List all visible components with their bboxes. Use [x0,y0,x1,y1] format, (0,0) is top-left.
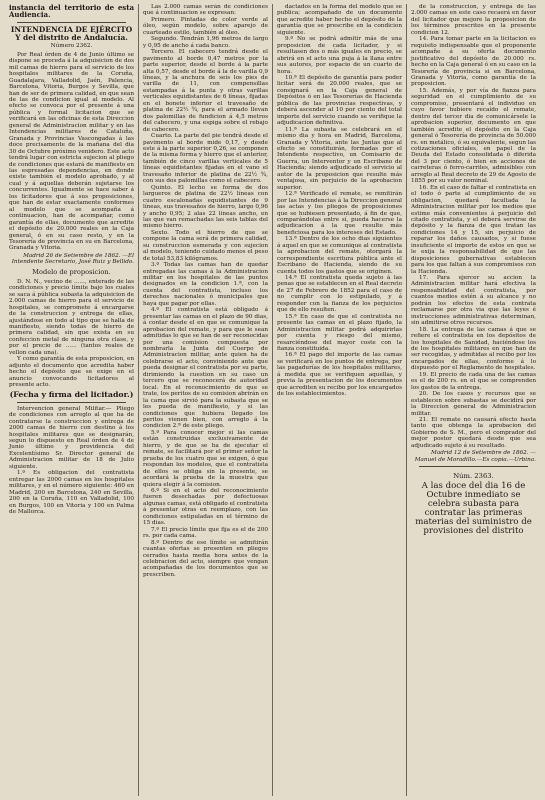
paragraph: 16.ª El pago del importe de las camas se verificará en los puntos de entrega, por las pagadurías de los hospitales militares, á medida que se verifiquen aquellas, y previa la presentacion de los documentos que acrediten su recibo por los encargados de los establecimientos. [277,352,402,398]
paragraph: 15.ª En caso de que el contratista no presente las camas en el plazo fijado, la Administracion militar podrá adquirirlas por cuenta y riesgo del mismo, resarciéndose del mayor coste con la fianza constituida. [277,313,402,353]
paragraph: 19. El precio de cada una de las camas es el de 200 rs. en el que se comprenden los gastos de la entrega. [411,371,536,391]
paragraph: 14.ª El contratista queda sujeto á las penas que se establecen en el Real decreto de 27 de Febrero de 1852 para el caso de no cumplir con lo estipulado, y á responder con la fianza de los perjuicios que de ello resulten. [277,275,402,314]
column-4 [406,4,540,796]
paragraph: Intervencion general Militar.— Pliego de condiciones con arreglo al que ha de contratarse la construccion y entrega de 2000 camas de hierro con destino á los hospitales militares que se designarán, segun lo dispuesto en Real órden de 4 de Junio último y providencia del Excelentísimo Sr. Director general de Administracion militar de 18 de Julio siguiente. [9,405,134,470]
paragraph: 18. La entrega de las camas á que se refiere el contratista en los depósitos de los hospitales de Sanidad, haciéndose los de los hospitales militares en que han de ser recogidas, y admitidas al recibo por los encargados de ellas, conforme á lo dispuesto por el Reglamento de hospitales. [411,326,536,372]
paragraph: 14. Para tomar parte en la licitacion es requisito indispensable que el proponente acompañe á su oferta documento justificativo del depósito de 20.000 rs. hecho en la Caja general ó en su caso en la Tesorería de provincia si en Barcelona, Granada y Vitoria, como garantía de la proposicion. [411,36,536,88]
paragraph: 7.º El precio límite que fija es el de 200 rs. por cada cama. [143,526,268,540]
signature: Madrid 26 de Setiembre de 1862. —El Intendente Secretario, José Ruiz y Bellido. [11,252,134,266]
paragraph: 5.º Para conocer mejor si las camas están construidas exclusivamente de hierro, y de que se ha de ejecutar el remate, se facilitará por el primer señor la prueba de los cuatro que se exigen, ó que respondan los modelos, que el contratista de ellos se obliga sin la presente, se acordará la prueba de la muestra que quiera elegir á la comision. [143,429,268,488]
paragraph: 15. Además, y por vía de fianza para seguridad en el cumplimiento de su compromiso, presentará el individuo en cuyo favor hubiere recaído el remate, dentro del tercer dia de comunicársele la aprobacion superior, documento en que también acredite el depósito en la Caja general ó Tesorería de provincia de 50.000 rs. en metálico, ó su equivalente, segun las cotizaciones oficiales, en papel de la Deuda del Estado consolidada ó diferida del 3 por ciento, ó bien en acciones de carreteras ó ferro-carriles, admisibles con arreglo al Real decreto de 29 de Agosto de 1855 por su valor nominal. [411,87,536,185]
paragraph: 21. El remate no causará efecto hasta tanto que obtenga la aprobacion del Gobierno de S. M., pero el comprador del mejor postor quedará desde que sea adjudicado sujeto á su resultado. [411,417,536,449]
paragraph: 4.º El contratista está obligado á presentar las camas en el plazo de 90 dias, á contar desde el en que se comunique la aprobacion del remate, y para que le sean admitidas lo que se han de ser reconocidas por una comision compuesta por nombrarla la Junta del Cuerpo de Administracion militar, ante quien ha de celebrarse el acto, conviniendo ante que pueda designar el contratista por su parte, dirimiendo la cuestion en su caso un tercero que se reconocerá de autoridad local. En el reconocimiento de que se trate, los peritos de su comision abrirán en la cama que sirvió para la subasta que se les pueda de manifiesto, y si las condiciones que hubiera llegado los peritos vienen bien, con arreglo á la condicion 2.ª de este pliego. [143,307,268,430]
signature-note: (Fecha y firma del licitador.) [9,389,134,399]
paragraph: 8.º Dentro de ese límite se admitirán cuantas ofertas se presenten en pliegos cerrados hasta media hora antes de la celebracion del acto, siempre que vengan acompañadas de los documentos que se prescriben. [143,539,268,578]
announcement-lead: A las doce del dia 16 de Octubre inmediato se celebra subasta para contratar las primeras materias del suministro de provisiones del distrito [415,480,532,536]
paragraph: 17. Para ejercer su accion la Administracion militar hará efectiva la responsabilidad del contratista, por cuantos medios estén á su alcance y no podrán los efectos de esta contrata reclamarse por otra via que las leyes é instrucciones administrativas determinan, sin admitirse otros recursos. [411,275,536,327]
paragraph: Quinto. El lecho se forma de dos largueros de platina de 22½ líneas con cuatro escalonadas equidistantes de 9 líneas, sus travesaños de hierro, largo 0,96 y ancho 0,95; 2 alas 22 líneas ancho, en las que van remachadas las seis tablas del mismo hierro. [143,184,268,230]
paragraph: 1.º Es obligacion del contratista entregar las 2000 camas en los hospitales militares, y en el número siguiente: 460 en Madrid, 200 en Barcelona, 240 en Sevilla, 200 en la Coruña, 110 en Valladolid, 100 en Burgos, 100 en Vitoria y 100 en Palma de Mallorca. [9,470,134,515]
paragraph: 10.ª El depósito de garantía para poder licitar será de 20.000 reales, que se consignará en la Caja general de Depósitos ó en las Tesorerías de Hacienda pública de las provincias respectivas, y deberá ascender al 10 por ciento del total importe del servicio cuando se verifique la adjudicacion definitiva. [277,74,402,127]
announcement-number: Número 2362. [50,43,93,50]
divider [17,402,126,403]
paragraph: Segundo. Tendrán 1,96 metros de largo y 0,95 de ancho á cada banco. [143,36,268,49]
paragraph: 13.ª Dentro de los ocho dias siguientes á aquel en que se comunique al contratista la aprobacion del remate, otorgará la correspondiente escritura pública ante el Escribano de Hacienda, siendo de su cuenta todos los gastos que se originen. [277,236,402,275]
paragraph: Tercero. El cabecero tendrá desde el pavimento al borde 0,47 metros por la parte superior, desde el borde á la parte alta 0,57, desde el borde á la de varilla 0,9 líneas, y la anchura de seis los pies de varilla de 11, con compensillas estampadas á la punta y otras varillas verticales equidistantes de 6 líneas, fijadas en el bonete inferior el travesaño de platina de 22½ ¾, para el armado llevan dos palomillas de fundicion á 4,5 metros del cabecero, y una espiga sobre el rebajo de cabecero. [143,49,268,133]
paragraph: Sexto. Todo el hierro de que se compone la cama será de primera calidad, su construccion esmerada y con sujecion al modelo, teniendo cuidado menos el peso de total 53,83 kilógramos. [143,229,268,262]
paragraph: 11.ª La subasta se celebrará en el mismo dia y hora en Madrid, Barcelona, Granada y Vitoria, ante las Juntas que al efecto se constituirán, formadas por el Intendente respectivo, un Comisario de Guerra, un Interventor y un Escribano de Hacienda; siendo adjudicado el servicio al autor de la proposicion que resulte más ventajosa, sin perjuicio de la aprobacion superior. [277,126,402,191]
announcement-number: Núm. 2363. [453,472,494,481]
column-3 [272,4,406,796]
paragraph: Por Real órden de 4 de Junio último se dispone se proceda á la adquisicion de dos mil camas de hierro para el servicio de los hospitales militares de la Coruña, Guadalajara, Valladolid, Jaén, Palencia, Barcelona, Vitoria, Burgos y Sevilla, que han de ser de primera calidad, en que sean de las de condicion igual al modelo. Al efecto se convoca por el presente á una pública y formal licitacion que se verificará en las oficinas de esta Direccion general de Administracion militar y en las Intendencias militares de Cataluña, Granada y Provincias Vascongadas á las doce precisamente de la mañana del dia 30 de Octubre próximo venidero. Este acto tendrá lugar con estricta sujecion al pliego de condiciones que estará de manifiesto en las espresadas dependencias, en donde existe también el modelo aprobado, y al cual y á aquellas deberán sujetarse los concurrentes. Igualmente se hace saber á los licitadores que á sus proposiciones, que han de estar exactamente conformes al modelo que se acompaña á continuacion, han de acompañar, como garantía de ellas, documento que acredite el depósito de 20.000 reales en la Caja general, ó en su caso resto, y en la Tesorería de provincia en su en Barcelona, Granada y Vitoria. [9,51,134,252]
divider [419,466,528,467]
paragraph: Y como garantía de esta proposicion, en adjunto el documento que acredita haber hecho el depósito que se exige en el anuncio convocando licitadores al presente acto. [9,356,134,389]
subsection-title: Modelo de proposicion. [32,267,111,276]
paragraph: dactados en la forma del modelo que se publica; acompañado de un documento que acredite haber hecho el depósito de la garantía que se prescribe en la condicion siguiente. [277,4,402,36]
signature: Madrid 12 de Setiembre de 1862. —Manuel de Moradillo.—Es copia.—Urbina. [414,450,536,463]
column-1 [5,4,138,796]
paragraph: 20. De los casos y recursos que se establecen sobre subastas se decidirá por la Direccion general de Administracion militar. [411,391,536,417]
paragraph: Cuarto. La parte del pie tendrá desde el pavimento al borde mide 0,17, y desde este á la parte superior 0,26, se componen de la misma forma y hierro que el anterior, también de cinco varillas verticales de 5 líneas equidistantes fijadas en el vano el travesaño inferior de platina de 22½ ¾, con sus dos palomillas como el cabecero. [143,133,268,185]
paragraph: 12.ª Verificado el remate, se remitirán por las Intendencias á la Direccion general las actas y los pliegos de proposiciones que se hubiesen presentado, á fin de que, comparándolas entre sí, pueda hacerse la adjudicacion á la que resulte más beneficiosa para los intereses del Estado. [277,191,402,236]
column-2 [138,4,272,796]
paragraph: Las 2.000 camas serán de condiciones que á continuacion se expresan: [143,4,268,17]
paragraph: 16. En el caso de faltar el contratista en el todo ó parte al cumplimiento de su obligacion, quedará facultada la Administracion militar por los medios que estime más convenientes á perjuicio del citado contratista, y el deberá servirse de depósito y la fianza de que tratan las condiciones 14 y 15, sin perjuicio de reparar los daños causados, y si fuese insuficiente el importe de estos en que se le exija la responsabilidad de que las disposiciones gubernativas establecen para los que faltan á sus compromisos con la Hacienda. [411,184,536,275]
paragraph: Primero. Pintadas de color verde al óleo, según modelo, sobre aparejo de cuarteado estilo, también al óleo. [143,16,268,36]
paragraph: 9.º No se podrá admitir más de una proposicion de cada licitador, y si resultasen dos o más iguales en precio, se abrirá en el acto una puja á la llana entre sus autores, por espacio de un cuarto de hora. [277,36,402,75]
section-title: INTENDENCIA DE EJÉRCITO Y del distrito de Andalucía. [10,24,133,42]
paragraph: 3.º Todas las camas han de quedar entregadas las camas á la Administracion militar en los hospitales de las puntos designados en la condicion 1.ª, con la cuenta del contratista, incluso los derechos nacionales ó municipales que haya que pagar por ellas. [143,262,268,307]
paragraph: de la construccion, y entrega de las 2.000 camas en este caso recaerá en favor del licitador que mejore la proposicion de los términos prescritos en la presente condicion 12. [411,4,536,36]
paragraph: 6.º Si en el acto del reconocimiento fueren desechadas por defectuosas algunas camas, está obligado el contratista á presentar otras en reemplazo, con las condiciones estipuladas en el término de 15 dias. [143,487,268,527]
paragraph: D. N. N., vecino de ......, enterado de las condiciones y precio límite bajo los cuales se saca á pública subasta la adquisicion de 2.000 camas de hierro para el servicio de hospitales, se compromete á encargarse de la construccion y entrega de ellas, ajustándose en todo al tipo que se halla de manifiesto, siendo todas de hierro de primera calidad, sin que exista en su confeccion metal de ninguna otra clase, y por el precio de ...... (tantos reales de vellon cada una). [9,278,134,356]
column-heading: instancia del territorio de esta Audiencia. [9,4,134,20]
divider [17,22,126,23]
